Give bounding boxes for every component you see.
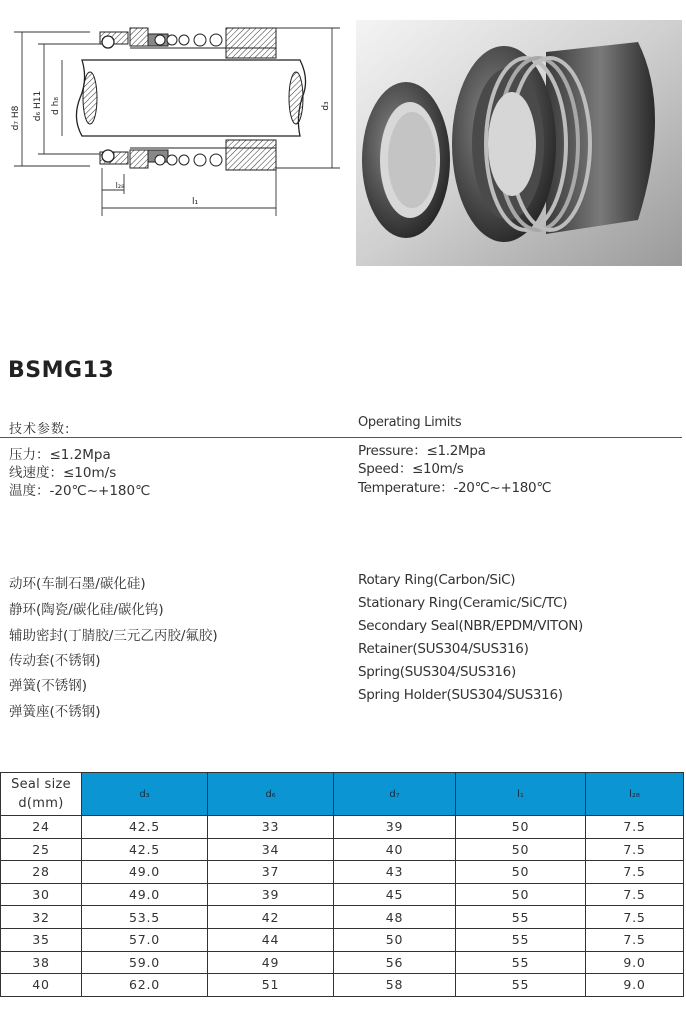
dim-label-d: d h₈ bbox=[51, 97, 61, 115]
material-spring-holder-en: Spring Holder(SUS304/SUS316) bbox=[358, 687, 563, 703]
limit-temperature-cn: 温度：-20℃~+180℃ bbox=[9, 483, 151, 499]
material-retainer-cn: 传动套(不锈钢) bbox=[9, 653, 101, 669]
table-cell: 50 bbox=[456, 816, 586, 839]
header-d7: d₇ bbox=[334, 773, 456, 816]
table-cell: 55 bbox=[456, 974, 586, 997]
table-row bbox=[1, 838, 684, 861]
product-model-title: BSMG13 bbox=[8, 358, 115, 383]
header-l1: l₁ bbox=[456, 773, 586, 816]
header-d3: d₃ bbox=[82, 773, 208, 816]
table-cell: 40 bbox=[1, 974, 82, 997]
header-divider bbox=[0, 437, 682, 438]
table-cell: 42.5 bbox=[82, 838, 208, 861]
table-cell: 55 bbox=[456, 928, 586, 951]
table-cell: 42 bbox=[208, 906, 334, 929]
table-cell: 9.0 bbox=[586, 951, 684, 974]
table-cell: 57.0 bbox=[82, 928, 208, 951]
dim-label-d6: d₆ H11 bbox=[33, 90, 43, 122]
table-row bbox=[1, 883, 684, 906]
material-spring-en: Spring(SUS304/SUS316) bbox=[358, 664, 516, 680]
table-cell: 53.5 bbox=[82, 906, 208, 929]
material-spring-cn: 弹簧(不锈钢) bbox=[9, 678, 88, 694]
table-body bbox=[1, 816, 684, 997]
material-spring-holder-cn: 弹簧座(不锈钢) bbox=[9, 704, 101, 720]
table-cell: 48 bbox=[334, 906, 456, 929]
header-l28: l₂₈ bbox=[586, 773, 684, 816]
table-cell: 28 bbox=[1, 861, 82, 884]
material-stationary-ring-en: Stationary Ring(Ceramic/SiC/TC) bbox=[358, 595, 568, 611]
stationary-ring bbox=[362, 82, 450, 238]
shaft bbox=[76, 60, 305, 136]
table-cell: 34 bbox=[208, 838, 334, 861]
material-retainer-en: Retainer(SUS304/SUS316) bbox=[358, 641, 529, 657]
table-cell: 44 bbox=[208, 928, 334, 951]
table-cell: 55 bbox=[456, 906, 586, 929]
table-cell: 50 bbox=[456, 883, 586, 906]
table-row bbox=[1, 861, 684, 884]
seal-body bbox=[452, 42, 655, 242]
table-cell: 50 bbox=[456, 838, 586, 861]
table-cell: 7.5 bbox=[586, 861, 684, 884]
table-header-row bbox=[1, 773, 684, 816]
table-cell: 24 bbox=[1, 816, 82, 839]
limit-temperature-en: Temperature：-20℃~+180℃ bbox=[358, 480, 552, 496]
table-cell: 62.0 bbox=[82, 974, 208, 997]
table-cell: 49.0 bbox=[82, 883, 208, 906]
table-cell: 58 bbox=[334, 974, 456, 997]
table-cell: 35 bbox=[1, 928, 82, 951]
header-seal-size-line1: Seal size bbox=[11, 777, 71, 792]
limit-speed-en: Speed：≤10m/s bbox=[358, 461, 464, 477]
limit-pressure-en: Pressure：≤1.2Mpa bbox=[358, 443, 486, 459]
table-cell: 55 bbox=[456, 951, 586, 974]
table-row bbox=[1, 951, 684, 974]
dim-label-l28: l₂₈ bbox=[115, 181, 125, 190]
header-seal-size bbox=[1, 773, 82, 816]
table-row bbox=[1, 816, 684, 839]
table-cell: 7.5 bbox=[586, 838, 684, 861]
material-secondary-seal-cn: 辅助密封(丁腈胶/三元乙丙胶/氟胶) bbox=[9, 628, 218, 644]
limits-header-cn: 技术参数: bbox=[9, 422, 71, 437]
table-cell: 49 bbox=[208, 951, 334, 974]
material-stationary-ring-cn: 静环(陶瓷/碳化硅/碳化钨) bbox=[9, 602, 164, 618]
table-row bbox=[1, 906, 684, 929]
limits-header-en: Operating Limits bbox=[358, 415, 462, 430]
table-cell: 37 bbox=[208, 861, 334, 884]
header-d6: d₆ bbox=[208, 773, 334, 816]
table-cell: 50 bbox=[334, 928, 456, 951]
dim-label-d7: d₇ H8 bbox=[11, 105, 21, 131]
table-cell: 25 bbox=[1, 838, 82, 861]
table-row bbox=[1, 974, 684, 997]
table-cell: 33 bbox=[208, 816, 334, 839]
table-cell: 7.5 bbox=[586, 883, 684, 906]
upper-seal-section bbox=[100, 28, 276, 58]
table-cell: 7.5 bbox=[586, 928, 684, 951]
limit-pressure-cn: 压力：≤1.2Mpa bbox=[9, 447, 111, 463]
table-cell: 7.5 bbox=[586, 816, 684, 839]
seal-product-photo bbox=[356, 20, 682, 266]
table-cell: 42.5 bbox=[82, 816, 208, 839]
table-cell: 59.0 bbox=[82, 951, 208, 974]
table-cell: 49.0 bbox=[82, 861, 208, 884]
material-rotary-ring-en: Rotary Ring(Carbon/SiC) bbox=[358, 572, 516, 588]
lower-seal-section bbox=[100, 140, 276, 170]
material-secondary-seal-en: Secondary Seal(NBR/EPDM/VITON) bbox=[358, 618, 583, 634]
table-cell: 40 bbox=[334, 838, 456, 861]
table-row bbox=[1, 928, 684, 951]
table-cell: 9.0 bbox=[586, 974, 684, 997]
dim-label-d3: d₃ bbox=[321, 101, 331, 111]
table-cell: 39 bbox=[208, 883, 334, 906]
table-cell: 50 bbox=[456, 861, 586, 884]
table-cell: 45 bbox=[334, 883, 456, 906]
dim-label-l1: l₁ bbox=[191, 197, 199, 207]
table-cell: 39 bbox=[334, 816, 456, 839]
table-cell: 43 bbox=[334, 861, 456, 884]
material-rotary-ring-cn: 动环(车制石墨/碳化硅) bbox=[9, 576, 146, 592]
table-cell: 51 bbox=[208, 974, 334, 997]
seal-cross-section-drawing bbox=[0, 18, 350, 218]
table-cell: 7.5 bbox=[586, 906, 684, 929]
table-cell: 38 bbox=[1, 951, 82, 974]
seal-size-table bbox=[0, 772, 684, 997]
header-seal-size-line2: d(mm) bbox=[18, 796, 64, 811]
table-cell: 30 bbox=[1, 883, 82, 906]
limit-speed-cn: 线速度：≤10m/s bbox=[9, 465, 117, 481]
table-cell: 32 bbox=[1, 906, 82, 929]
table-cell: 56 bbox=[334, 951, 456, 974]
